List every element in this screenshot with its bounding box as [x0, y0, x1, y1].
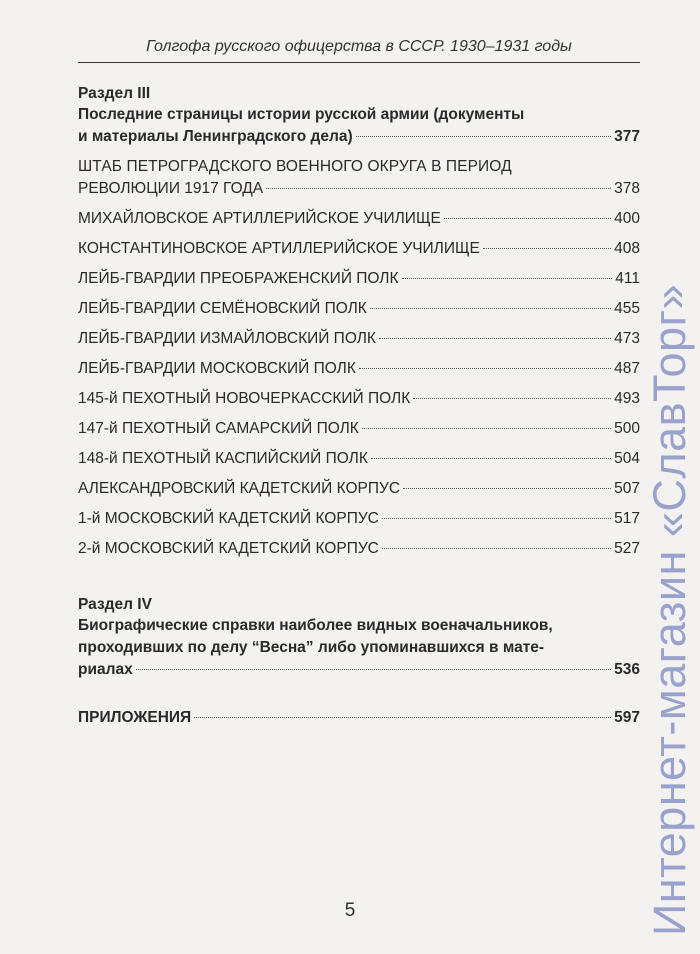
toc-entry[interactable]	[78, 538, 640, 560]
section-4-title-line3: риалах	[78, 661, 133, 678]
toc-entry-title: 1-й МОСКОВСКИЙ КАДЕТСКИЙ КОРПУС	[78, 510, 379, 527]
dot-leader	[382, 518, 611, 519]
toc-entry[interactable]	[78, 448, 640, 470]
toc-entry-page: 527	[614, 540, 640, 557]
appendix-title: ПРИЛОЖЕНИЯ	[78, 709, 192, 726]
toc-entry-page: 517	[614, 510, 640, 527]
dot-leader	[402, 278, 613, 279]
toc-entry[interactable]	[78, 388, 640, 410]
toc-entry[interactable]	[78, 328, 640, 350]
toc-entry-title: МИХАЙЛОВСКОЕ АРТИЛЛЕРИЙСКОЕ УЧИЛИЩЕ	[78, 210, 441, 227]
dot-leader	[136, 669, 611, 670]
toc-entry[interactable]	[78, 358, 640, 380]
dot-leader	[382, 548, 611, 549]
toc-entry-title: ЛЕЙБ-ГВАРДИИ ПРЕОБРАЖЕНСКИЙ ПОЛК	[78, 270, 399, 287]
toc-entry-shtab[interactable]	[78, 156, 640, 200]
section-4-title-line1: Биографические справки наиболее видных военачальников,	[78, 617, 553, 634]
appendix-entry[interactable]	[78, 707, 640, 729]
toc-entry-page: 504	[614, 450, 640, 467]
toc-entry[interactable]	[78, 238, 640, 260]
dot-leader	[413, 398, 611, 399]
toc-entry[interactable]	[78, 268, 640, 290]
dot-leader	[444, 218, 611, 219]
toc-entry-page: 408	[614, 240, 640, 257]
toc-entry-title: 145-й ПЕХОТНЫЙ НОВОЧЕРКАССКИЙ ПОЛК	[78, 390, 411, 407]
dot-leader	[370, 308, 611, 309]
dot-leader	[356, 136, 612, 137]
section-3-title-entry[interactable]	[78, 126, 640, 148]
toc-entry[interactable]	[78, 208, 640, 230]
toc-entry-page: 400	[614, 210, 640, 227]
watermark	[640, 270, 700, 950]
toc-entry-title: АЛЕКСАНДРОВСКИЙ КАДЕТСКИЙ КОРПУС	[78, 480, 401, 497]
toc-entry-page: 493	[614, 390, 640, 407]
section-3-label: Раздел III	[78, 85, 151, 102]
section-4-title-entry[interactable]	[78, 659, 640, 681]
dot-leader	[362, 428, 611, 429]
section-3-title-line2: и материалы Ленинградского дела)	[78, 128, 353, 145]
appendix-page: 597	[614, 709, 640, 726]
page-number: 5	[344, 900, 356, 921]
toc-entry-page: 500	[614, 420, 640, 437]
dot-leader	[359, 368, 611, 369]
dot-leader	[371, 458, 611, 459]
toc-entry-page: 378	[614, 180, 640, 197]
toc-entry-title-line1: ШТАБ ПЕТРОГРАДСКОГО ВОЕННОГО ОКРУГА В ПЕРИОД	[78, 158, 512, 175]
toc-entry-title: КОНСТАНТИНОВСКОЕ АРТИЛЛЕРИЙСКОЕ УЧИЛИЩЕ	[78, 240, 480, 257]
running-header: Голгофа русского офицерства в СССР. 1930–1931 годы	[78, 38, 640, 63]
toc-entry[interactable]	[78, 508, 640, 530]
toc-entry-title: ЛЕЙБ-ГВАРДИИ СЕМЁНОВСКИЙ ПОЛК	[78, 300, 367, 317]
section-4-title-line2: проходивших по делу “Весна” либо упоминавшихся в мате-	[78, 639, 545, 656]
toc-entry-title: 2-й МОСКОВСКИЙ КАДЕТСКИЙ КОРПУС	[78, 540, 379, 557]
section-4-label: Раздел IV	[78, 596, 152, 613]
dot-leader	[266, 188, 611, 189]
dot-leader	[194, 717, 611, 718]
toc-entry[interactable]	[78, 298, 640, 320]
section-3-title-line1: Последние страницы истории русской армии (документы	[78, 106, 525, 123]
toc-entry-page: 507	[614, 480, 640, 497]
toc-entry-page: 455	[614, 300, 640, 317]
toc-entry-title: 148-й ПЕХОТНЫЙ КАСПИЙСКИЙ ПОЛК	[78, 450, 368, 467]
toc-entry[interactable]	[78, 478, 640, 500]
toc-entry-title: ЛЕЙБ-ГВАРДИИ МОСКОВСКИЙ ПОЛК	[78, 360, 356, 377]
section-3-page: 377	[614, 128, 640, 145]
watermark-text: Интернет-магазин «СлавТорг»	[644, 283, 695, 937]
toc-entry-page: 411	[615, 270, 640, 287]
dot-leader	[403, 488, 611, 489]
dot-leader	[483, 248, 611, 249]
toc-entry-page: 487	[614, 360, 640, 377]
section-4	[78, 594, 640, 681]
toc-entry-page: 473	[614, 330, 640, 347]
dot-leader	[379, 338, 611, 339]
section-3	[78, 83, 640, 560]
table-of-contents	[78, 83, 640, 729]
section-4-page: 536	[614, 661, 640, 678]
toc-entry[interactable]	[78, 418, 640, 440]
toc-entry-title: ЛЕЙБ-ГВАРДИИ ИЗМАЙЛОВСКИЙ ПОЛК	[78, 330, 376, 347]
toc-entry-title: РЕВОЛЮЦИИ 1917 ГОДА	[78, 180, 264, 197]
toc-entry-title: 147-й ПЕХОТНЫЙ САМАРСКИЙ ПОЛК	[78, 420, 359, 437]
